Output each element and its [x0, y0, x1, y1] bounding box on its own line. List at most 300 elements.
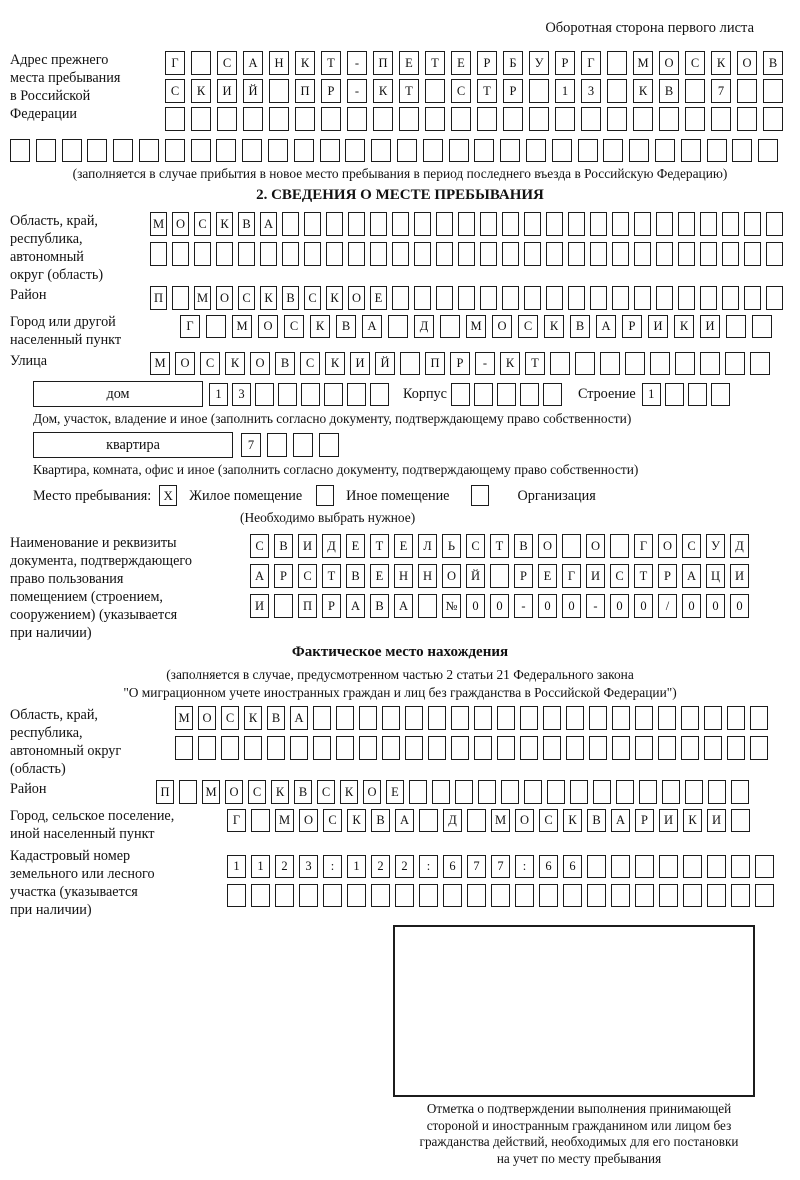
char-cell[interactable]: [359, 736, 377, 760]
char-cell[interactable]: [635, 706, 653, 730]
char-cell[interactable]: [589, 736, 607, 760]
char-cell[interactable]: [563, 884, 582, 907]
char-cell[interactable]: С: [304, 286, 321, 310]
char-cell[interactable]: Р: [622, 315, 642, 338]
char-cell[interactable]: [295, 107, 315, 131]
char-cell[interactable]: [539, 884, 558, 907]
char-cell[interactable]: С: [284, 315, 304, 338]
char-cell[interactable]: М: [150, 352, 170, 375]
char-cell[interactable]: [529, 79, 549, 103]
char-cell[interactable]: [744, 212, 761, 236]
char-cell[interactable]: [603, 139, 623, 162]
char-cell[interactable]: [766, 212, 783, 236]
char-cell[interactable]: [414, 242, 431, 266]
char-cell[interactable]: 7: [241, 433, 261, 457]
char-cell[interactable]: Г: [581, 51, 601, 75]
char-cell[interactable]: [722, 212, 739, 236]
char-cell[interactable]: [405, 736, 423, 760]
char-cell[interactable]: 0: [610, 594, 629, 618]
char-cell[interactable]: [382, 736, 400, 760]
char-cell[interactable]: П: [150, 286, 167, 310]
char-cell[interactable]: О: [250, 352, 270, 375]
char-cell[interactable]: Р: [555, 51, 575, 75]
char-cell[interactable]: [678, 242, 695, 266]
char-cell[interactable]: Д: [443, 809, 462, 832]
char-cell[interactable]: [227, 884, 246, 907]
char-cell[interactable]: [278, 383, 297, 406]
char-cell[interactable]: К: [310, 315, 330, 338]
char-cell[interactable]: Т: [525, 352, 545, 375]
char-cell[interactable]: А: [596, 315, 616, 338]
char-cell[interactable]: [301, 383, 320, 406]
char-cell[interactable]: [304, 212, 321, 236]
char-cell[interactable]: [543, 383, 562, 406]
char-cell[interactable]: [590, 242, 607, 266]
char-cell[interactable]: [478, 780, 496, 804]
char-cell[interactable]: [474, 706, 492, 730]
char-cell[interactable]: [629, 139, 649, 162]
stay-type-checkbox-organization[interactable]: [471, 485, 489, 506]
char-cell[interactable]: [543, 706, 561, 730]
char-cell[interactable]: [625, 352, 645, 375]
char-cell[interactable]: [704, 736, 722, 760]
char-cell[interactable]: Й: [375, 352, 395, 375]
char-cell[interactable]: [336, 736, 354, 760]
char-cell[interactable]: Т: [490, 534, 509, 558]
char-cell[interactable]: П: [425, 352, 445, 375]
char-cell[interactable]: 0: [490, 594, 509, 618]
char-cell[interactable]: [451, 383, 470, 406]
char-cell[interactable]: В: [371, 809, 390, 832]
char-cell[interactable]: [191, 139, 211, 162]
char-cell[interactable]: [752, 315, 772, 338]
char-cell[interactable]: С: [466, 534, 485, 558]
char-cell[interactable]: Д: [414, 315, 434, 338]
char-cell[interactable]: [243, 107, 263, 131]
char-cell[interactable]: [607, 51, 627, 75]
char-cell[interactable]: [409, 780, 427, 804]
char-cell[interactable]: [685, 780, 703, 804]
char-cell[interactable]: [388, 315, 408, 338]
char-cell[interactable]: С: [194, 212, 211, 236]
char-cell[interactable]: К: [347, 809, 366, 832]
char-cell[interactable]: [763, 107, 783, 131]
char-cell[interactable]: К: [711, 51, 731, 75]
char-cell[interactable]: :: [419, 855, 438, 878]
char-cell[interactable]: [639, 780, 657, 804]
char-cell[interactable]: [612, 706, 630, 730]
char-cell[interactable]: Р: [635, 809, 654, 832]
char-cell[interactable]: [707, 884, 726, 907]
char-cell[interactable]: [428, 706, 446, 730]
char-cell[interactable]: И: [700, 315, 720, 338]
char-cell[interactable]: [242, 139, 262, 162]
char-cell[interactable]: С: [610, 564, 629, 588]
char-cell[interactable]: [665, 383, 684, 406]
char-cell[interactable]: [458, 212, 475, 236]
char-cell[interactable]: 3: [299, 855, 318, 878]
char-cell[interactable]: [497, 706, 515, 730]
char-cell[interactable]: [711, 107, 731, 131]
char-cell[interactable]: [293, 433, 313, 457]
char-cell[interactable]: О: [442, 564, 461, 588]
char-cell[interactable]: -: [347, 51, 367, 75]
char-cell[interactable]: К: [191, 79, 211, 103]
char-cell[interactable]: [467, 809, 486, 832]
char-cell[interactable]: [529, 107, 549, 131]
char-cell[interactable]: Р: [503, 79, 523, 103]
char-cell[interactable]: П: [373, 51, 393, 75]
char-cell[interactable]: [251, 809, 270, 832]
char-cell[interactable]: К: [633, 79, 653, 103]
char-cell[interactable]: [700, 286, 717, 310]
char-cell[interactable]: [221, 736, 239, 760]
char-cell[interactable]: Е: [538, 564, 557, 588]
char-cell[interactable]: В: [238, 212, 255, 236]
char-cell[interactable]: [763, 79, 783, 103]
char-cell[interactable]: [373, 107, 393, 131]
char-cell[interactable]: К: [340, 780, 358, 804]
char-cell[interactable]: М: [194, 286, 211, 310]
char-cell[interactable]: [662, 780, 680, 804]
char-cell[interactable]: К: [683, 809, 702, 832]
char-cell[interactable]: [347, 107, 367, 131]
char-cell[interactable]: [313, 706, 331, 730]
stay-type-checkbox-other-premises[interactable]: [316, 485, 334, 506]
char-cell[interactable]: Д: [322, 534, 341, 558]
char-cell[interactable]: [732, 139, 752, 162]
char-cell[interactable]: [587, 884, 606, 907]
char-cell[interactable]: [260, 242, 277, 266]
char-cell[interactable]: [722, 286, 739, 310]
char-cell[interactable]: [348, 212, 365, 236]
char-cell[interactable]: [590, 212, 607, 236]
char-cell[interactable]: [502, 242, 519, 266]
char-cell[interactable]: [348, 242, 365, 266]
char-cell[interactable]: Р: [477, 51, 497, 75]
char-cell[interactable]: [681, 139, 701, 162]
char-cell[interactable]: [520, 383, 539, 406]
char-cell[interactable]: М: [202, 780, 220, 804]
char-cell[interactable]: [175, 736, 193, 760]
char-cell[interactable]: 6: [443, 855, 462, 878]
char-cell[interactable]: И: [648, 315, 668, 338]
char-cell[interactable]: 1: [227, 855, 246, 878]
char-cell[interactable]: [655, 139, 675, 162]
char-cell[interactable]: [347, 383, 366, 406]
char-cell[interactable]: Д: [730, 534, 749, 558]
char-cell[interactable]: [612, 242, 629, 266]
char-cell[interactable]: О: [258, 315, 278, 338]
char-cell[interactable]: [238, 242, 255, 266]
char-cell[interactable]: [455, 780, 473, 804]
char-cell[interactable]: [491, 884, 510, 907]
char-cell[interactable]: Ц: [706, 564, 725, 588]
char-cell[interactable]: А: [362, 315, 382, 338]
char-cell[interactable]: [700, 242, 717, 266]
char-cell[interactable]: [216, 242, 233, 266]
char-cell[interactable]: С: [539, 809, 558, 832]
char-cell[interactable]: О: [175, 352, 195, 375]
char-cell[interactable]: [474, 139, 494, 162]
char-cell[interactable]: [371, 884, 390, 907]
char-cell[interactable]: Р: [322, 594, 341, 618]
char-cell[interactable]: [206, 315, 226, 338]
char-cell[interactable]: [607, 79, 627, 103]
char-cell[interactable]: В: [570, 315, 590, 338]
char-cell[interactable]: [731, 780, 749, 804]
char-cell[interactable]: А: [346, 594, 365, 618]
char-cell[interactable]: [566, 736, 584, 760]
char-cell[interactable]: [659, 855, 678, 878]
char-cell[interactable]: [400, 352, 420, 375]
char-cell[interactable]: [683, 884, 702, 907]
char-cell[interactable]: [449, 139, 469, 162]
char-cell[interactable]: [216, 139, 236, 162]
char-cell[interactable]: А: [250, 564, 269, 588]
char-cell[interactable]: [681, 706, 699, 730]
char-cell[interactable]: [634, 242, 651, 266]
char-cell[interactable]: 1: [642, 383, 661, 406]
char-cell[interactable]: [451, 107, 471, 131]
char-cell[interactable]: [467, 884, 486, 907]
char-cell[interactable]: [501, 780, 519, 804]
char-cell[interactable]: [650, 352, 670, 375]
char-cell[interactable]: [480, 212, 497, 236]
char-cell[interactable]: И: [586, 564, 605, 588]
char-cell[interactable]: В: [267, 706, 285, 730]
char-cell[interactable]: [659, 884, 678, 907]
char-cell[interactable]: №: [442, 594, 461, 618]
char-cell[interactable]: К: [500, 352, 520, 375]
char-cell[interactable]: [497, 736, 515, 760]
char-cell[interactable]: [766, 242, 783, 266]
char-cell[interactable]: [359, 706, 377, 730]
char-cell[interactable]: /: [658, 594, 677, 618]
char-cell[interactable]: Е: [370, 564, 389, 588]
char-cell[interactable]: У: [706, 534, 725, 558]
char-cell[interactable]: К: [544, 315, 564, 338]
char-cell[interactable]: К: [295, 51, 315, 75]
char-cell[interactable]: Р: [274, 564, 293, 588]
char-cell[interactable]: [172, 286, 189, 310]
char-cell[interactable]: В: [659, 79, 679, 103]
char-cell[interactable]: [370, 212, 387, 236]
char-cell[interactable]: [274, 594, 293, 618]
char-cell[interactable]: [198, 736, 216, 760]
char-cell[interactable]: [255, 383, 274, 406]
char-cell[interactable]: [500, 139, 520, 162]
char-cell[interactable]: В: [282, 286, 299, 310]
char-cell[interactable]: О: [586, 534, 605, 558]
char-cell[interactable]: О: [225, 780, 243, 804]
char-cell[interactable]: [688, 383, 707, 406]
char-cell[interactable]: С: [300, 352, 320, 375]
char-cell[interactable]: [395, 884, 414, 907]
char-cell[interactable]: [194, 242, 211, 266]
char-cell[interactable]: К: [674, 315, 694, 338]
char-cell[interactable]: О: [492, 315, 512, 338]
char-cell[interactable]: [282, 242, 299, 266]
char-cell[interactable]: [589, 706, 607, 730]
char-cell[interactable]: В: [370, 594, 389, 618]
char-cell[interactable]: [497, 383, 516, 406]
char-cell[interactable]: [313, 736, 331, 760]
char-cell[interactable]: В: [294, 780, 312, 804]
char-cell[interactable]: А: [394, 594, 413, 618]
char-cell[interactable]: [370, 383, 389, 406]
char-cell[interactable]: И: [707, 809, 726, 832]
char-cell[interactable]: Р: [514, 564, 533, 588]
char-cell[interactable]: [755, 855, 774, 878]
char-cell[interactable]: И: [250, 594, 269, 618]
char-cell[interactable]: Г: [165, 51, 185, 75]
char-cell[interactable]: [612, 286, 629, 310]
char-cell[interactable]: [568, 212, 585, 236]
char-cell[interactable]: Е: [346, 534, 365, 558]
char-cell[interactable]: [520, 706, 538, 730]
char-cell[interactable]: М: [275, 809, 294, 832]
char-cell[interactable]: [566, 706, 584, 730]
char-cell[interactable]: [440, 315, 460, 338]
char-cell[interactable]: 0: [730, 594, 749, 618]
char-cell[interactable]: Т: [370, 534, 389, 558]
char-cell[interactable]: [737, 79, 757, 103]
char-cell[interactable]: [562, 534, 581, 558]
char-cell[interactable]: [750, 352, 770, 375]
char-cell[interactable]: [36, 139, 56, 162]
char-cell[interactable]: Т: [634, 564, 653, 588]
char-cell[interactable]: [546, 286, 563, 310]
char-cell[interactable]: С: [451, 79, 471, 103]
char-cell[interactable]: :: [323, 855, 342, 878]
char-cell[interactable]: [425, 79, 445, 103]
char-cell[interactable]: О: [172, 212, 189, 236]
char-cell[interactable]: [87, 139, 107, 162]
char-cell[interactable]: [432, 780, 450, 804]
char-cell[interactable]: [62, 139, 82, 162]
char-cell[interactable]: Т: [399, 79, 419, 103]
char-cell[interactable]: 0: [706, 594, 725, 618]
char-cell[interactable]: Т: [321, 51, 341, 75]
char-cell[interactable]: С: [200, 352, 220, 375]
char-cell[interactable]: П: [295, 79, 315, 103]
char-cell[interactable]: [634, 286, 651, 310]
char-cell[interactable]: -: [514, 594, 533, 618]
char-cell[interactable]: [165, 107, 185, 131]
char-cell[interactable]: [547, 780, 565, 804]
char-cell[interactable]: 0: [466, 594, 485, 618]
char-cell[interactable]: В: [763, 51, 783, 75]
char-cell[interactable]: [477, 107, 497, 131]
char-cell[interactable]: [191, 107, 211, 131]
char-cell[interactable]: С: [248, 780, 266, 804]
char-cell[interactable]: [658, 706, 676, 730]
char-cell[interactable]: А: [290, 706, 308, 730]
char-cell[interactable]: [502, 212, 519, 236]
char-cell[interactable]: -: [586, 594, 605, 618]
char-cell[interactable]: [275, 884, 294, 907]
char-cell[interactable]: К: [260, 286, 277, 310]
char-cell[interactable]: [678, 286, 695, 310]
char-cell[interactable]: О: [659, 51, 679, 75]
char-cell[interactable]: [458, 242, 475, 266]
char-cell[interactable]: М: [491, 809, 510, 832]
char-cell[interactable]: М: [633, 51, 653, 75]
char-cell[interactable]: [593, 780, 611, 804]
char-cell[interactable]: [635, 884, 654, 907]
char-cell[interactable]: [546, 212, 563, 236]
char-cell[interactable]: 1: [347, 855, 366, 878]
char-cell[interactable]: [711, 383, 730, 406]
char-cell[interactable]: С: [221, 706, 239, 730]
char-cell[interactable]: [436, 286, 453, 310]
char-cell[interactable]: [267, 433, 287, 457]
char-cell[interactable]: [766, 286, 783, 310]
char-cell[interactable]: Ь: [442, 534, 461, 558]
char-cell[interactable]: С: [518, 315, 538, 338]
char-cell[interactable]: [578, 139, 598, 162]
char-cell[interactable]: Г: [227, 809, 246, 832]
char-cell[interactable]: [731, 855, 750, 878]
char-cell[interactable]: Г: [562, 564, 581, 588]
char-cell[interactable]: Й: [243, 79, 263, 103]
char-cell[interactable]: М: [175, 706, 193, 730]
char-cell[interactable]: О: [515, 809, 534, 832]
char-cell[interactable]: [681, 736, 699, 760]
char-cell[interactable]: К: [225, 352, 245, 375]
char-cell[interactable]: 6: [539, 855, 558, 878]
char-cell[interactable]: [268, 139, 288, 162]
char-cell[interactable]: [139, 139, 159, 162]
char-cell[interactable]: [436, 242, 453, 266]
char-cell[interactable]: [568, 242, 585, 266]
char-cell[interactable]: [269, 79, 289, 103]
char-cell[interactable]: [150, 242, 167, 266]
char-cell[interactable]: [480, 242, 497, 266]
char-cell[interactable]: 0: [682, 594, 701, 618]
char-cell[interactable]: [575, 352, 595, 375]
char-cell[interactable]: [251, 884, 270, 907]
char-cell[interactable]: 2: [371, 855, 390, 878]
char-cell[interactable]: Е: [451, 51, 471, 75]
char-cell[interactable]: [382, 706, 400, 730]
char-cell[interactable]: 7: [467, 855, 486, 878]
char-cell[interactable]: О: [538, 534, 557, 558]
char-cell[interactable]: С: [250, 534, 269, 558]
char-cell[interactable]: Г: [634, 534, 653, 558]
char-cell[interactable]: [610, 534, 629, 558]
char-cell[interactable]: Н: [394, 564, 413, 588]
char-cell[interactable]: [611, 855, 630, 878]
char-cell[interactable]: [324, 383, 343, 406]
char-cell[interactable]: 3: [581, 79, 601, 103]
char-cell[interactable]: [267, 736, 285, 760]
char-cell[interactable]: [425, 107, 445, 131]
char-cell[interactable]: 0: [562, 594, 581, 618]
char-cell[interactable]: С: [298, 564, 317, 588]
char-cell[interactable]: [750, 736, 768, 760]
char-cell[interactable]: [555, 107, 575, 131]
char-cell[interactable]: [10, 139, 30, 162]
char-cell[interactable]: [418, 594, 437, 618]
char-cell[interactable]: В: [346, 564, 365, 588]
char-cell[interactable]: [543, 736, 561, 760]
char-cell[interactable]: [397, 139, 417, 162]
char-cell[interactable]: [191, 51, 211, 75]
char-cell[interactable]: [675, 352, 695, 375]
char-cell[interactable]: [635, 736, 653, 760]
